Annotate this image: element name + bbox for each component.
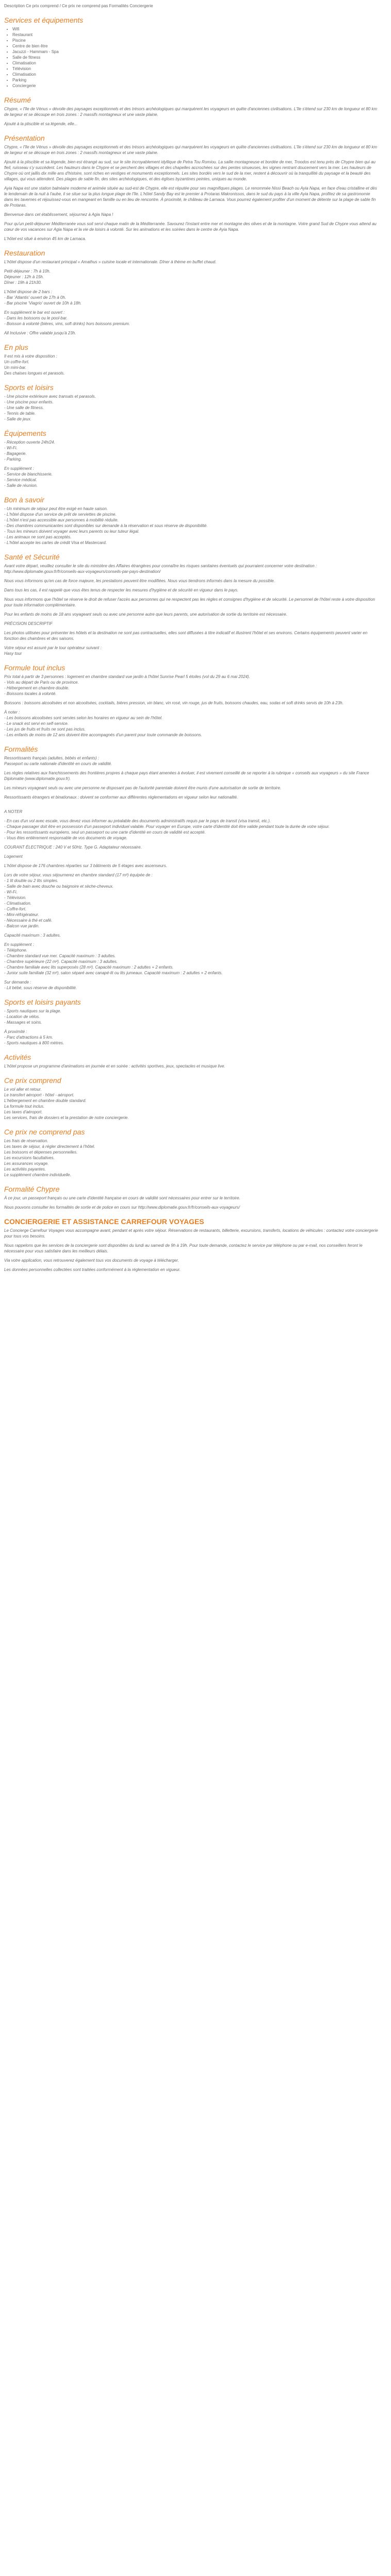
resume-title: Résumé [4,96,31,104]
bonasavoir-title: Bon à savoir [4,496,44,504]
sante-paragraph: Pour les enfants de moins de 18 ans voyageant seuls ou avec une personne autre que leurs parents, une autorisation de sortie du territoire est nécessaire. [4,612,287,617]
formalites-paragraph: Sur demande : - Lit bébé, sous réserve de disponibilité. [4,980,77,990]
sports-title: Sports et loisirs [4,383,54,392]
sante-paragraph: Votre séjour est assuré par le tour opérateur suivant : Hasy tour [4,646,102,656]
equipements-paragraph: En supplément : - Service de blanchisserie. - Service médical. - Salle de réunion. [4,466,53,488]
resume-paragraph: Ajouté à la pliscible et sa légende, elle... [4,122,78,126]
page-content [0,0,383,1273]
formalites-paragraph: Les mineurs voyageant seuls ou avec une personne ne disposant pas de l'autorité parentale doivent être munis d'une autorisation de sortie de territoire. [4,786,282,790]
sportsloisirs-title: Sports et loisirs payants [4,998,81,1006]
sante-paragraph: Nous vous informons que l'hôtel se réserve le droit de refuser l'accès aux personnes qui ne respectent pas les règles et consignes d'hygiène et de sécurité. Le personnel de l'hôtel reste à votre disposition pour toute information complémentaire. [4,597,377,607]
formalites-paragraph: Ressortissants français (adultes, bébés et enfants) : Passeport ou carte nationale d'identité en cours de validité. [4,756,112,766]
presentation-paragraph: Bienvenue dans cet établissement, séjournez à Agia Napa ! [4,212,113,217]
restauration-paragraph: L'hôtel dispose d'un restaurant principal « Amathus » cuisine locale et internationale. Dîner à thème en buffet chaud. [4,260,217,264]
bonasavoir-paragraph: - Un minimum de séjour peut être exigé en haute saison. - L'hôtel dispose d'un service de prêt de serviettes de piscine. - L'hôtel n'est pas accessible aux personnes à mobilité réduite. - Des chambres communicantes sont disponibles sur demande à la réservation et sous réserve de disponibilité. - Tous les mineurs doivent voyager avec leurs parents ou leur tuteur légal. - Les animaux ne sont pas acceptés. - L'hôtel accepte les cartes de crédit Visa et Mastercard. [4,506,208,545]
conciergerie-paragraph: Le Concierge Carrefour Voyages vous accompagne avant, pendant et après votre séjour. Réservations de restaurants, billetterie, excursions, transferts, locations de véhicules : contactez votre conciergerie pour tous vos besoins. [4,1228,379,1239]
formalite-chypre-paragraph: Nous pouvons consulter les formalités de sortie et de police en cours sur http://www.diplomatie.gouv.fr/fr/conseils-aux-voyageurs/ [4,1205,240,1210]
enplus-paragraph: Il est mis à votre disposition : Un coffre-fort. Un mini-bar. Des chaises longues et parasols. [4,354,65,376]
sante-paragraph: Nous vous informons qu'en cas de force majeure, les prestations peuvent être modifiées. Nous vous tiendrons informés dans la mesure du possible. [4,579,275,583]
ceprix-title: Ce prix comprend [4,1076,61,1084]
presentation-paragraph: Pour qu'un petit-déjeuner Méditerranée vous soit servi chaque matin de la Méditerranée. Savourez l'instant entre mer et montagne des olives et de la montagne. Votre grand Sud de Chypre vous attend au cœur de vos vacances sur Agia Napa et la vie de loisirs à volonté. Sur les animations et les soirées dans le centre de Ayia Napa. [4,222,378,232]
list-item: • Salle de fitness [12,55,379,60]
formalites-title: Formalités [4,745,38,753]
ceprix-paragraph: Le vol aller et retour. Le transfert aéroport - hôtel - aéroport. L'hébergement en chambre double standard. La formule tout inclus. Les taxes d'aéroport. Les services, frais de dossiers et la prestation de notre conciergerie. [4,1087,129,1120]
list-item: • Climatisation [12,60,379,66]
services-list [4,26,379,89]
list-item: • Climatisation [12,72,379,77]
list-item: • Wifi [12,26,379,32]
formalite-chypre-paragraph: À ce jour, un passeport français ou une carte d'identité française en cours de validité sont nécessaires pour entrer sur le territoire. [4,1196,240,1200]
list-item: • Centre de bien être [12,43,379,49]
formalite-chypre-title: Formalité Chypre [4,1185,60,1193]
list-item: • Télévision [12,66,379,72]
restauration-title: Restauration [4,249,45,257]
formule-paragraph: À noter : - Les boissons alcoolisées sont servies selon les horaires en vigueur au sein de l'hôtel. - Le snack est servi en self-service. - Les jus de fruits et fruits ne sont pas inclus. - Les enfants de moins de 12 ans doivent être accompagnés d'un parent pour toute commande de boissons. [4,710,202,737]
activites-paragraph: L'hôtel propose un programme d'animations en journée et en soirée : activités sportives, jeux, spectacles et musique live. [4,1064,225,1069]
resume-paragraph: Chypre, « l'île de Vénus » dévoile des paysages exceptionnels et des trésors archéologiques qui marquèrent les voyageurs en quête d'anciennes civilisations. L'île s'étend sur 230 km de longueur et 80 km de largeur et se découpe en trois zones : 2 massifs montagneux et une vaste plaine. [4,107,379,117]
list-item: • Jacuzzi - Hammam - Spa [12,49,379,55]
list-item: • Piscine [12,38,379,43]
sante-paragraph: Les photos utilisées pour présenter les hôtels et la destination ne sont pas contractuelles, elles sont diffusées à titre indicatif et illustrent l'hôtel et ses environs. Certains équipements peuvent varier en fonction des chambres et des saisons. [4,631,369,641]
formalites-paragraph: Ressortissants étrangers et binationaux : doivent se conformer aux différentes réglementations en vigueur selon leur nationalité. [4,795,238,800]
formalites-paragraph: Logement [4,854,23,859]
formalites-paragraph: Lors de votre séjour, vous séjournerez en chambre standard (17 m²) équipée de : - 1 lit double ou 2 lits simples. - Salle de bain avec douche ou baignoire et sèche-cheveux. - Wi-Fi. - Télévision. - Climatisation. - Coffre-fort. - Mini-réfrigérateur. - Nécessaire à thé et café. - Balcon vue jardin. [4,873,153,928]
sante-paragraph: PRÉCISION DESCRIPTIF [4,621,53,626]
cepasprix-paragraph: Les frais de réservation. Les taxes de séjour, à régler directement à l'hôtel. Les boissons et dépenses personnelles. Les excursions facultatives. Les assurances voyage. Les activités payantes. Le supplément chambre individuelle. [4,1139,95,1177]
conciergerie-paragraph: Les données personnelles collectées sont traitées conformément à la réglementation en vigueur. [4,1267,181,1272]
formule-paragraph: Prix total à partir de 3 personnes : logement en chambre standard vue jardin à l'hôtel Sunrise Pearl 5 étoiles (vol du 29 au 6 mai 2024). - Vols au départ de Paris ou de province. - Hébergement en chambre double. - Boissons locales à volonté. [4,674,250,696]
formalites-paragraph: Capacité maximum : 3 adultes. [4,933,61,938]
list-item: • Parking [12,77,379,83]
tab-bar-text[interactable]: Description Ce prix comprend / Ce prix ne comprend pas Formalités Conciergerie [4,4,153,8]
formalites-paragraph: Les règles relatives aux franchissements des frontières propres à chaque pays étant amenées à évoluer, il est vivement conseillé de se reporter à la rubrique « conseils aux voyageurs » du site France Diplomatie (www.diplomatie.gouv.fr). [4,771,370,781]
sante-paragraph: Avant votre départ, veuillez consulter le site du ministère des Affaires étrangères pour connaître les risques sanitaires éventuels qui pourraient concerner votre destination : http://www.diplomatie.gouv.fr/fr/conseils-aux-voyageurs/conseils-par-pays-destination/ [4,564,318,574]
presentation-paragraph: Chypre, « l'île de Vénus » dévoile des paysages exceptionnels et des trésors archéologiques qui marquèrent les voyageurs en quête d'anciennes civilisations. L'île s'étend sur 230 km de longueur et 80 km de largeur et se découpe en trois zones : 2 massifs montagneux et une vaste plaine. [4,145,379,155]
restauration-paragraph: En supplément le bar est ouvert : - Dans les boissons ou le pool-bar. - Boisson à volonté (bières, vins, soft drinks) hors boissons premium. [4,310,131,326]
conciergerie-title: CONCIERGERIE ET ASSISTANCE CARREFOUR VOYAGES [4,1217,204,1226]
sante-title: Santé et Sécurité [4,553,60,561]
list-item: • Restaurant [12,32,379,38]
presentation-paragraph: Ajouté à la pliscible et sa légende, bien est étrangé au sud, sur le site incroyablement idyllique de Petra Tou Romiou. La saille montagneuse et bordée de mer, Troodos est tenu près de Chypre bien qui au fleil, ruisseau s'y succèdent. Les hauteurs dans le Chypre et se perchent des villages et des chapelles accrochées sur des pentes sinueuses, les vignes rentrant doucement vers la mer. Les hauteurs de Chypre où ont jaillis dix mille ans d'histoire, sont riches en vestiges et monuments exceptionnels. Les sites bordés vers le sud de la mer, restent à découvrir où la tranquillité du paysage et la beauté des villages, qui vous attendent. Des plages de sable fin, des sites archéologiques, et des églises byzantines peintes, uniques au monde. [4,160,377,181]
cepasprix-title: Ce prix ne comprend pas [4,1128,85,1136]
enplus-title: En plus [4,343,28,351]
conciergerie-paragraph: Nous rappelons que les services de la conciergerie sont disponibles du lundi au samedi de 9h à 19h. Pour toute demande, contactez le service par téléphone ou par e-mail, nos conseillers feront le nécessaire pour vous satisfaire dans les meilleurs délais. [4,1243,364,1253]
formalites-paragraph: COURANT ÉLECTRIQUE : 240 V et 50Hz. Type G. Adaptateur nécessaire. [4,845,142,850]
formalites-paragraph: En supplément : - Téléphone. - Chambre standard vue mer. Capacité maximum : 3 adultes. - Chambre supérieure (22 m²). Capacité maximum : 3 adultes. - Chambre familiale avec lits superposés (28 m²). Capacité maximum : 2 adultes + 2 enfants. - Junior suite familiale (32 m²), salon séparé avec canapé-lit ou lits jumeaux. Capacité maximum : 2 adultes + 2 enfants. [4,942,223,975]
activites-title: Activités [4,1053,31,1061]
sports-paragraph: - Une piscine extérieure avec transats et parasols. - Une piscine pour enfants. - Une salle de fitness. - Tennis de table. - Salle de jeux. [4,394,96,421]
formalites-paragraph: - En cas d'un vol avec escale, vous devez vous informer au préalable des documents administratifs requis par le pays de transit (visa transit, etc.). - Chaque passager doit être en possession d'un passeport individuel valable. Pour voyager en Europe, votre carte d'identité doit être valide pendant toute la durée de votre séjour. - Pour les ressortissants européens, seul un passeport ou une carte d'identité en cours de validité est accepté. - Vous êtes entièrement responsable de vos documents de voyage. [4,819,330,840]
restauration-paragraph: Petit-déjeuner : 7h à 10h. Déjeuner : 12h à 15h. Dîner : 19h à 21h30. [4,269,51,285]
presentation-title: Présentation [4,134,45,142]
formalites-paragraph: A NOTER [4,809,23,814]
conciergerie-paragraph: Via votre application, vous retrouverez également tous vos documents de voyage à télécharger. [4,1258,179,1263]
presentation-paragraph: L'hôtel est situé à environ 45 km de Larnaca. [4,236,86,241]
formule-paragraph: Boissons : boissons alcoolisées et non alcoolisées, cocktails, bières pression, vin blanc, vin rosé, vin rouge, jus de fruits, boissons chaudes, eau, sodas et soft drinks servis de 10h à 23h. [4,701,344,705]
sportsloisirs-paragraph: À proximité : - Parc d'attractions à 5 km. - Sports nautiques à 800 mètres. [4,1029,64,1045]
services-title: Services et équipements [4,16,84,24]
equipements-paragraph: - Réception ouverte 24h/24. - Wi-Fi. - Bagagerie. - Parking. [4,440,55,462]
equipements-title: Équipements [4,429,46,437]
restauration-paragraph: All Inclusive : Offre valable jusqu'à 23h. [4,331,76,335]
list-item: • Conciergerie [12,83,379,89]
presentation-paragraph: Ayia Napa est une station balnéaire moderne et animée située au sud-est de Chypre, elle est réputée pour ses magnifiques plages. Le renommée Nissi Beach ou Ayia Napa, en face d'eau cristalline et dès le lendemain de la nuit à l'aube, il se situe sur la plus longue plage de l'île. L'hôtel Sandy Bay est le premier à Protaras Makronissos, dans le sud du pays à la ville Ayia Napa, profitez de sa gastronomie dans les tavernes et réjouissez-vous en mangeant en famille ou en lieu de rencontre. À proximité, le château de Larnaca. Vous pourrez également profiter d'un moment de détente sur la plage de sable fin de Protaras. [4,186,379,208]
restauration-paragraph: L'hôtel dispose de 2 bars : - Bar 'Atlantis' ouvert de 17h à 0h. - Bar piscine 'Viagrio' ouvert de 10h à 18h. [4,290,82,306]
sportsloisirs-paragraph: - Sports nautiques sur la plage. - Location de vélos. - Massages et soins. [4,1009,61,1025]
formalites-paragraph: L'hôtel dispose de 176 chambres réparties sur 3 bâtiments de 5 étages avec ascenseurs. [4,863,167,868]
sante-paragraph: Dans tous les cas, il est rappelé que vous êtes tenus de respecter les mesures d'hygiène et de sécurité en vigueur dans le pays. [4,588,239,592]
formule-title: Formule tout inclus [4,664,66,672]
